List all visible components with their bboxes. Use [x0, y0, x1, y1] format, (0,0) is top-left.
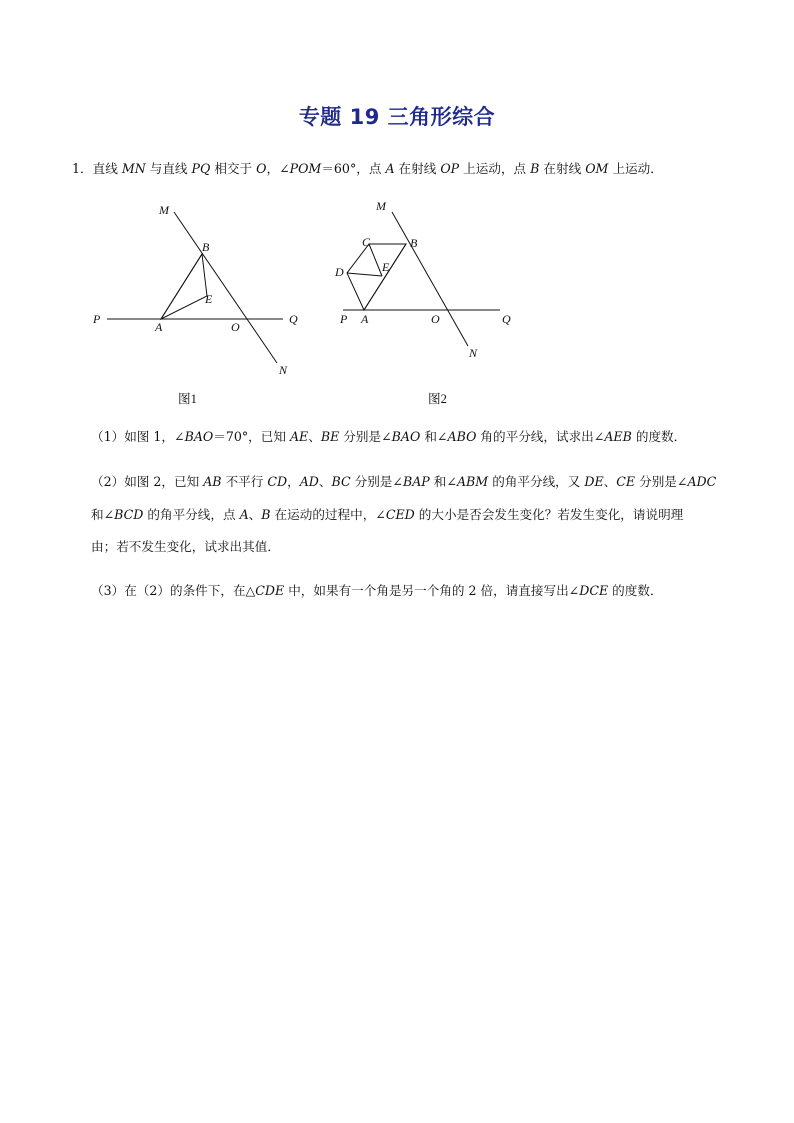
- label-n: N: [279, 363, 288, 377]
- part-2-line-3: [91, 538, 280, 556]
- math-variable: BE: [320, 429, 340, 444]
- label-p: P: [93, 312, 101, 326]
- math-variable: BC: [331, 474, 351, 489]
- text-run: 的角平分线，又: [488, 474, 585, 489]
- label-a: A: [155, 320, 163, 334]
- math-variable: AD: [299, 474, 319, 489]
- label-q: Q: [289, 312, 298, 326]
- math-variable: AE: [289, 429, 309, 444]
- segment-de: [347, 273, 382, 276]
- text-run: ＝70°，已知: [213, 429, 290, 444]
- math-variable: ABM: [456, 474, 489, 489]
- text-run: 的度数．: [631, 429, 687, 444]
- label-n: N: [469, 346, 478, 360]
- label-c: C: [362, 235, 371, 249]
- text-run: 中，如果有一个角是另一个角的 2 倍，请直接写出∠: [284, 583, 580, 598]
- label-q: Q: [502, 312, 511, 326]
- text-run: 角的平分线，试求出∠: [476, 429, 605, 444]
- triangle-abe: [161, 254, 207, 319]
- figure-2-caption: 图2: [428, 392, 447, 406]
- label-m: M: [376, 199, 386, 213]
- text-run: 分别是∠: [635, 474, 688, 489]
- text-run: 不平行: [221, 474, 268, 489]
- math-variable: O: [256, 161, 267, 176]
- line-mn: [392, 212, 468, 346]
- math-variable: OM: [585, 161, 609, 176]
- problem-stem-text: [93, 161, 663, 176]
- label-e: E: [382, 260, 390, 274]
- label-b: B: [202, 240, 210, 254]
- figure-1: [85, 198, 315, 383]
- math-variable: BCD: [114, 507, 144, 522]
- label-d: D: [335, 265, 344, 279]
- text-run: 、: [308, 429, 321, 444]
- text-run: 在运动的过程中，∠: [270, 507, 386, 522]
- math-variable: CDE: [255, 583, 285, 598]
- text-run: 的度数．: [608, 583, 663, 598]
- label-m: M: [159, 203, 169, 217]
- math-variable: AEB: [604, 429, 632, 444]
- math-variable: DCE: [579, 583, 609, 598]
- label-e: E: [205, 292, 213, 306]
- math-variable: POM: [289, 161, 322, 176]
- text-run: 分别是∠: [350, 474, 403, 489]
- math-variable: B: [261, 507, 271, 522]
- math-variable: CD: [267, 474, 288, 489]
- text-run: 分别是∠: [339, 429, 392, 444]
- label-o: O: [431, 312, 440, 326]
- text-run: 在射线: [394, 161, 441, 176]
- text-run: 与直线: [145, 161, 192, 176]
- quad-abcd: [347, 244, 406, 310]
- math-variable: OP: [440, 161, 460, 176]
- part-1: [91, 428, 686, 446]
- math-variable: PQ: [191, 161, 211, 176]
- text-run: （2）如图 2，已知: [91, 474, 204, 489]
- math-variable: A: [239, 507, 249, 522]
- text-run: ，: [287, 474, 300, 489]
- line-mn: [174, 212, 277, 363]
- math-variable: CED: [385, 507, 415, 522]
- text-run: ，∠: [266, 161, 290, 176]
- text-run: 和∠: [429, 474, 457, 489]
- math-variable: ADC: [687, 474, 717, 489]
- math-variable: ABO: [447, 429, 477, 444]
- text-run: 、: [248, 507, 262, 522]
- math-variable: BAP: [402, 474, 430, 489]
- figure-1-caption: 图1: [178, 392, 197, 406]
- text-run: 直线: [92, 161, 122, 176]
- figure-2: [330, 196, 530, 366]
- text-run: （1）如图 1，∠: [91, 429, 185, 444]
- text-run: 相交于: [210, 161, 257, 176]
- label-p: P: [340, 312, 348, 326]
- page-title: 专题 19 三角形综合: [298, 105, 496, 129]
- text-run: （3）在（2）的条件下，在△: [91, 583, 256, 598]
- problem-number: 1．: [72, 161, 93, 176]
- text-run: 上运动．: [608, 161, 663, 176]
- text-run: 、: [318, 474, 332, 489]
- label-b: B: [410, 236, 418, 250]
- math-variable: AB: [203, 474, 222, 489]
- text-run: 的大小是否会发生变化？若发生变化，请说明理: [414, 507, 684, 522]
- text-run: 上运动，点: [459, 161, 531, 176]
- part-2-line-1: [91, 473, 716, 491]
- text-run: 和∠: [91, 507, 115, 522]
- math-variable: A: [385, 161, 395, 176]
- math-variable: BAO: [391, 429, 421, 444]
- text-run: 由；若不发生变化，试求出其值．: [91, 539, 280, 554]
- text-run: 和∠: [420, 429, 448, 444]
- label-a: A: [361, 312, 369, 326]
- math-variable: CE: [616, 474, 636, 489]
- part-3: [91, 582, 663, 600]
- label-o: O: [231, 320, 240, 334]
- math-variable: BAO: [184, 429, 214, 444]
- math-variable: DE: [584, 474, 604, 489]
- part-2-line-2: [91, 506, 683, 524]
- segment-ce: [369, 244, 382, 276]
- problem-stem: [72, 160, 663, 178]
- text-run: 、: [603, 474, 617, 489]
- text-run: 的角平分线，点: [143, 507, 240, 522]
- math-variable: MN: [121, 161, 146, 176]
- math-variable: B: [530, 161, 540, 176]
- text-run: ＝60°，点: [321, 161, 386, 176]
- text-run: 在射线: [539, 161, 586, 176]
